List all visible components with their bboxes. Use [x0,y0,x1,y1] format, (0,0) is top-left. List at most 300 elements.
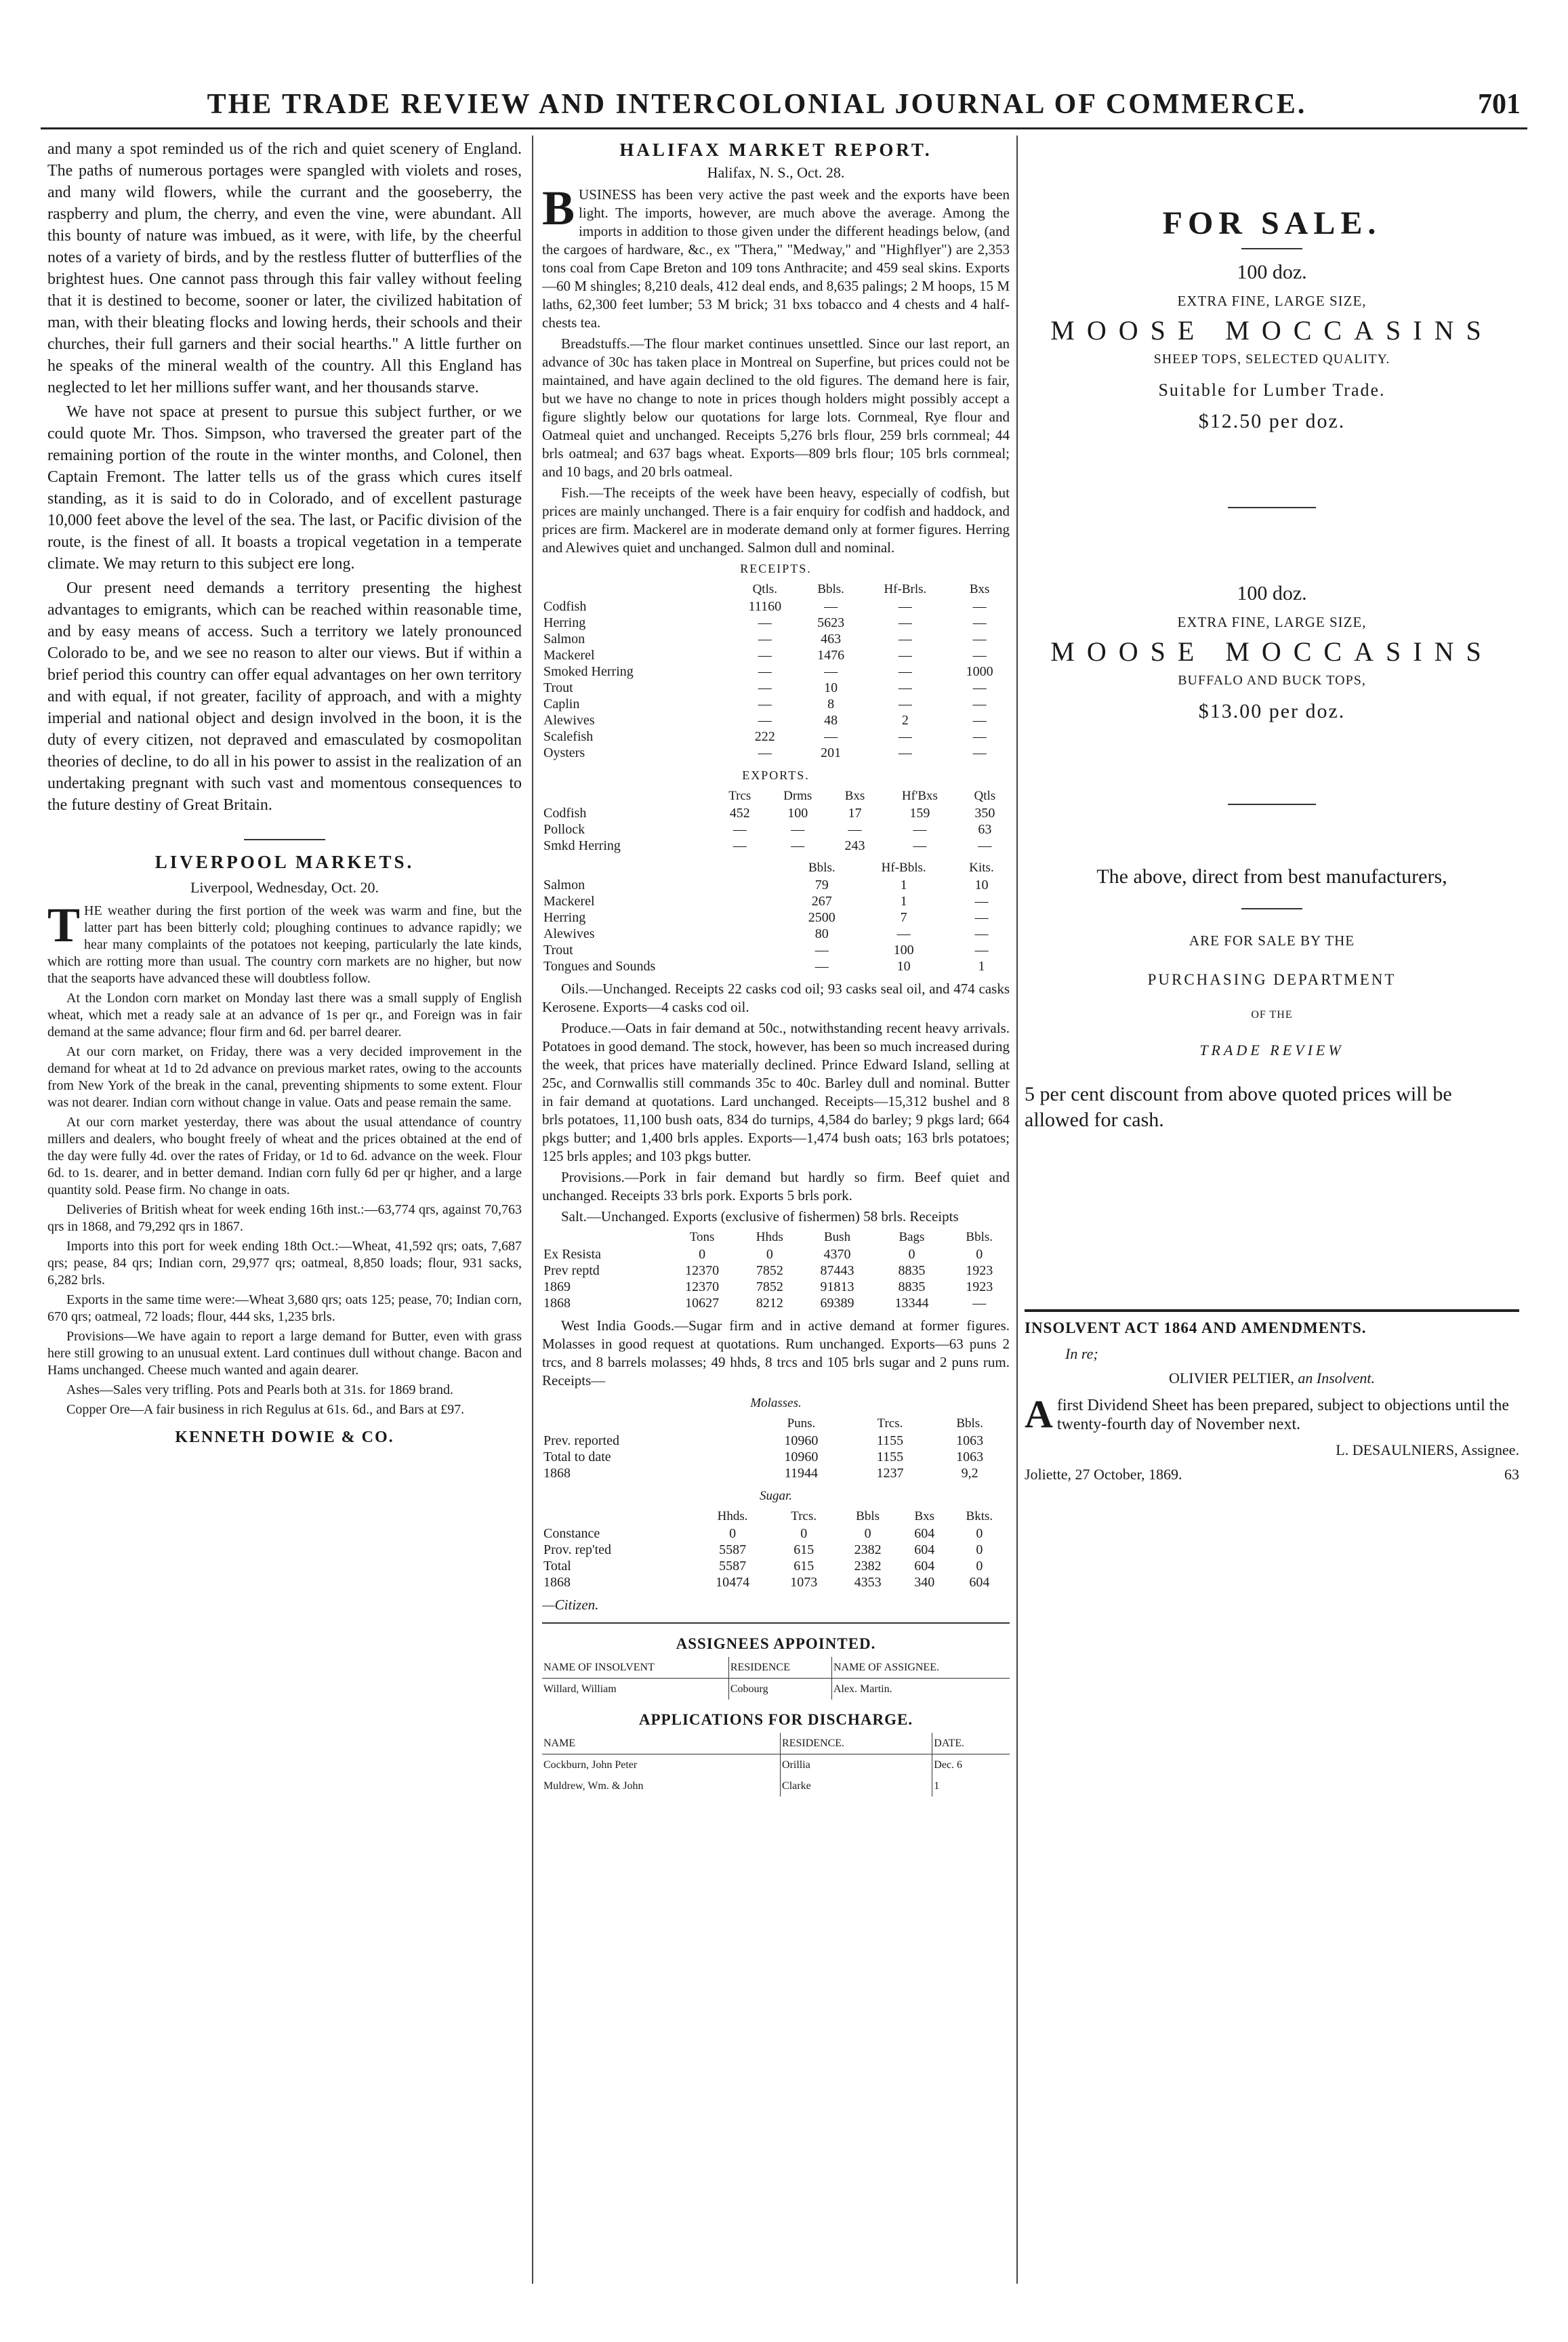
table-cell: 10627 [685,1296,720,1311]
liverpool-report [47,898,522,1418]
table-cell: 2500 [808,910,835,925]
table-header-cell [542,787,714,805]
table-cell: Alex. Martin. [833,1683,892,1695]
table-row [542,728,1010,745]
column-left [47,138,522,2280]
report-paragraph: Provisions.—Pork in fair demand but hardly so firm. Beef quiet and unchanged. Receipts 33 brls pork. Exports 5 brls pork. [542,1169,1010,1204]
table-cell: — [974,926,989,941]
lead-text: USINESS has been very active the past week and the exports have been light. The imports, however, are much above the average. Among the imports in addition to those given under the different headings below, (and the cargoes of hardware, &c., ex "Thera," "Medway," and "Highflyer") are 2,353 tons coal from Cape Breton and 109 tons Anthracite; and 459 seal skins. Exports—60 M shingles; 8,210 deals, 412 deal ends, and 8,635 palings; 2 M hoops, 15 M laths, 62,300 feet lumber; 53 M brick; 31 bxs tobacco and 4 chests and 4 half-chests tea. [542,186,1010,331]
table-cell: 0 [766,1247,773,1262]
report-paragraph: At our corn market, on Friday, there was a very decided improvement in the demand for wheat at 1d to 2d advance on previous market rates, owing to the accounts from New York of the break in the canal, preventing shipments to some extent. Flour was not dearer. Indian corn without change in value. Oats and pease remain the same. [47,1044,522,1110]
table-cell: 2382 [854,1542,882,1557]
table-cell: — [898,680,912,695]
table-cell: — [824,664,838,679]
table-cell: Cobourg [728,1679,831,1700]
insolvent-body-text: first Dividend Sheet has been prepared, subject to objections until the twenty-fourth day of November next. [1056,1397,1510,1433]
table-cell: — [898,697,912,712]
table-cell: Caplin [543,697,580,712]
report-paragraph: Oils.—Unchanged. Receipts 22 casks cod oil; 93 casks seal oil, and 474 casks Kerosene. Exports—4 casks cod oil. [542,981,1010,1015]
table-cell: — [898,729,912,744]
table-cell: — [758,713,772,728]
table-cell: — [974,894,989,909]
table-row [542,926,1010,942]
table-cell: 1 [934,1780,940,1792]
table-cell: — [898,599,912,614]
insolvent-place: Joliette, 27 October, 1869. [1025,1466,1182,1483]
table-header-cell: Bbls. [808,861,835,875]
table-row [542,1295,1010,1311]
table-header-cell: Drms [783,789,812,803]
insolvent-name [1025,1368,1519,1389]
table-header-cell [542,1508,693,1525]
table-row [542,1246,1010,1262]
table-cell: 463 [821,632,842,646]
table-cell: — [733,822,747,837]
table-cell: 604 [914,1559,935,1574]
table-header-cell: Trcs. [791,1509,817,1523]
table-row [542,1775,1010,1796]
table-cell: Smkd Herring [543,838,621,853]
section-rule [244,839,325,840]
drop-cap: T [47,898,81,952]
signature: KENNETH DOWIE & CO. [175,1429,394,1446]
table-cell: Herring [543,910,586,925]
table-cell: — [791,822,805,837]
table-cell: — [898,632,912,646]
journal-title: THE TRADE REVIEW AND INTERCOLONIAL JOURNAL OF COMMERCE. [207,89,1307,120]
drop-cap: A [1025,1392,1053,1436]
table-cell: 0 [976,1526,983,1541]
lead-text: HE weather during the first portion of the week was warm and fine, but the latter part has been bitterly cold; ploughing continues to advance rapidly; we hear many complaints of the potatoes not keeping, particularly the late kinds, which are rotting more than usual. The country corn markets are no higher, but now that the seaports have advanced these will doubtless follow. [47,903,522,986]
table-cell: 2 [901,713,909,728]
table-cell: 604 [969,1575,990,1590]
table-cell: 8 [827,697,835,712]
table-cell: Total [543,1559,571,1574]
table-cell: 1 [900,878,907,892]
table-cell: 7 [900,910,907,925]
table-cell: 69389 [820,1296,854,1311]
table-header-cell: NAME OF INSOLVENT [542,1657,728,1679]
table-cell: 452 [729,806,750,821]
table-header-cell: Puns. [787,1416,816,1431]
table-cell: — [972,648,987,663]
drop-cap: B [542,181,575,235]
fish-receipts-table [542,581,1010,761]
table-cell: 1155 [876,1433,904,1448]
table-cell: 0 [976,1542,983,1557]
table-header-cell: Bbls. [817,582,844,596]
table-header-cell [542,859,789,877]
ad1-product: MOOSE MOCCASINS [1050,315,1493,346]
table-cell: Cockburn, John Peter [542,1754,781,1776]
table-cell: 63 [978,822,992,837]
table-cell: Orillia [781,1754,932,1776]
table-cell: 9,2 [961,1466,978,1481]
table-row [542,958,1010,974]
table-header-cell: Hhds. [717,1509,748,1523]
table-header-row [542,1415,1010,1433]
ad-sale-by: ARE FOR SALE BY THE [1189,932,1355,949]
ad2-price: $13.00 per doz. [1198,700,1346,722]
table-cell: Mackerel [543,894,595,909]
table-header-cell: Qtls. [752,582,778,596]
report-paragraph: West India Goods.—Sugar firm and in active demand at former figures. Molasses in good request at quotations. Rum unchanged. Exports—63 puns 2 trcs, and 8 barrels molasses; 49 hhds, 8 trcs and 105 brls sugar and 2 puns rum. Receipts— [542,1317,1010,1389]
ad-of-the: OF THE [1251,1009,1293,1021]
table-cell: — [758,745,772,760]
table-cell: Constance [543,1526,600,1541]
table-header-cell [542,1229,665,1246]
table-header-cell: DATE. [932,1733,1010,1754]
table-cell: Tongues and Sounds [543,959,656,974]
table-cell: 17 [848,806,862,821]
table-cell: 7852 [756,1263,783,1278]
ad-rule [1241,248,1302,249]
table-header-cell: Hhds [756,1230,783,1244]
table-cell: — [913,838,927,853]
table-cell: 4370 [823,1247,851,1262]
table-cell: — [758,615,772,630]
table-cell: Alewives [543,713,595,728]
table-cell: 91813 [820,1279,854,1294]
report-paragraph: Exports in the same time were:—Wheat 3,680 qrs; oats 125; pease, 70; Indian corn, 670 qrs; oatmeal, 72 loads; flour, 444 sks, 1,235 brls. [47,1292,522,1324]
table-cell: 10960 [784,1450,819,1464]
table-header-cell: Bkts. [966,1509,993,1523]
table-cell: 340 [914,1575,935,1590]
table-cell: Willard, William [542,1679,728,1700]
column-right [1025,138,1519,2280]
table-cell: Smoked Herring [543,664,634,679]
report-paragraph: At the London corn market on Monday last there was a small supply of English wheat, which met a ready sale at an advance of 1s per qr., and Foreign was in fair demand at the same advance; flour firm and 6d. per barrel dearer. [47,991,522,1040]
table-cell: — [972,1296,987,1311]
table-cell: Prev. reported [543,1433,619,1448]
table-cell: 10 [896,959,911,974]
column-divider-2 [1016,136,1018,2284]
table-cell: — [824,599,838,614]
table-cell: — [758,664,772,679]
table-row [542,877,1010,893]
table-cell: Codfish [543,599,587,614]
assignees-table [542,1657,1010,1700]
table-header-cell: Qtls [974,789,996,803]
table-cell: — [898,615,912,630]
insolvent-name-text: OLIVIER PELTIER, [1168,1370,1294,1386]
table-cell: 80 [814,926,829,941]
table-cell: Prev reptd [543,1263,600,1278]
table-row [542,745,1010,761]
table-cell: 350 [974,806,995,821]
page-header [41,88,1527,129]
report-paragraph: Breadstuffs.—The flour market continues unsettled. Since our last report, an advance of 30c has taken place in Montreal on Superfine, but prices could not be maintained, and have again declined to the old figures. The demand here is fair, but we have no change to note in prices though holders might possibly accept a figure slightly below our quotations for large lots. Cornmeal, Rye flour and Oatmeal quiet and unchanged. Receipts 5,276 brls flour, 259 brls cornmeal; 44 brls oatmeal; and 637 bags wheat. Exports—809 brls flour; 105 brls cornmeal; and 10 bags, and 20 brls oatmeal. [542,335,1010,480]
table-cell: — [848,822,862,837]
ad2-description: EXTRA FINE, LARGE SIZE, [1177,614,1367,630]
receipts-caption: RECEIPTS. [740,562,812,575]
section-rule [542,1622,1010,1624]
insolvent-signature: L. DESAULNIERS, Assignee. [1336,1441,1519,1458]
table-header-row [542,1657,1010,1679]
table-header-cell: Bxs [914,1509,935,1523]
header-rule [41,127,1527,129]
table-cell: — [791,838,805,853]
insolvent-place-row [1025,1464,1519,1485]
table-header-row [542,1733,1010,1754]
table-cell: — [758,648,772,663]
halifax-dateline: Halifax, N. S., Oct. 28. [707,164,845,181]
table-cell: 1476 [817,648,845,663]
molasses-caption: Molasses. [750,1396,802,1410]
table-cell: 1063 [956,1433,984,1448]
table-row [542,1558,1010,1574]
table-row [542,942,1010,958]
liverpool-lead [47,898,522,987]
report-paragraph: Salt.—Unchanged. Exports (exclusive of fishermen) 58 brls. Receipts [561,1208,959,1225]
table-cell: 8835 [898,1279,926,1294]
table-header-cell: Hf-Brls. [884,582,927,596]
table-row [542,598,1010,615]
table-header-cell: Trcs. [877,1416,903,1431]
molasses-table [542,1415,1010,1481]
table-cell: 1063 [956,1450,984,1464]
table-cell: Salmon [543,632,585,646]
table-row [542,647,1010,663]
table-row [542,1433,1010,1449]
table-header-cell: Bush [824,1230,851,1244]
insolvent-heading: INSOLVENT ACT 1864 AND AMENDMENTS. [1025,1319,1367,1336]
table-cell: 10960 [784,1433,819,1448]
table-cell: — [913,822,927,837]
report-paragraph: Copper Ore—A fair business in rich Regulus at 61s. 6d., and Bars at £97. [66,1402,465,1417]
table-cell: 1868 [543,1466,571,1481]
table-cell: Scalefish [543,729,594,744]
salt-table [542,1229,1010,1311]
table-header-row [542,787,1010,805]
table-row [542,909,1010,926]
table-header-cell: Trcs [728,789,751,803]
table-header-cell [542,1415,752,1433]
table-row [542,615,1010,631]
table-cell: 267 [811,894,832,909]
report-paragraph: At our corn market yesterday, there was about the usual attendance of country millers and dealers, who bought freely of wheat and the prices obtained at the end of the day were fully 4d. over the rates of Friday, or 1d to 6d. advance on the week. Flour 6d. to 1s. dearer, and in better demand. Indian corn fully 6d per qr higher, and a large quantity sold. Pease firm. No change in oats. [47,1115,522,1197]
page-number: 701 [1478,89,1521,120]
table-cell: — [758,697,772,712]
table-cell: — [814,959,829,974]
table-cell: 2382 [854,1559,882,1574]
article-paragraph: and many a spot reminded us of the rich and quiet scenery of England. The paths of numerous portages were spangled with violets and roses, and many wild flowers, while the currant and the gooseberry, the raspberry and plum, the cherry, and even the vine, were abundant. All this bounty of nature was imbued, as it were, with life, by the cheerful notes of a variety of birds, and by the restless flutter of butterflies of the brightest hues. One cannot pass through this fair valley without feeling that it is destined to become, sooner or later, the civilized habitation of man, with their bleating flocks and lowing herds, their schools and their churches, their full garners and their social hearths." A little further on he speaks of the mineral wealth of the country. All this England has neglected to let her millions suffer want, and her thousands starve. [47,140,522,396]
table-cell: 1 [900,894,907,909]
table-cell: 10 [974,878,989,892]
table-row [542,1465,1010,1481]
ad-trade-review: TRADE REVIEW [1199,1042,1344,1059]
table-cell: Ex Resista [543,1247,601,1262]
article-paragraph: We have not space at present to pursue this subject further, or we could quote Mr. Thos. Simpson, who traversed the greater part of the remaining portion of the route in the winter months, and Colonel, then Captain Fremont. The latter tells us of the grass which cures itself standing, as it is said to do in Colorado, and of excellent pasturage 10,000 feet above the level of the sea. The last, or Pacific division of the route, is the finest of all. It boasts a tropical vegetation in a temperate climate. We may return to this subject ere long. [47,403,522,573]
table-header-cell: Bxs [969,582,990,596]
table-cell: 0 [800,1526,808,1541]
ad1-quantity: 100 doz. [1237,261,1307,283]
discharge-table [542,1733,1010,1796]
table-cell: 10 [824,680,838,695]
liverpool-heading: LIVERPOOL MARKETS. [154,852,415,872]
exports-caption: EXPORTS. [742,768,810,782]
table-header-cell: Bxs [844,789,865,803]
table-row [542,1542,1010,1558]
table-cell: 604 [914,1526,935,1541]
table-cell: 1868 [543,1296,571,1311]
table-cell: Salmon [543,878,585,892]
table-header-cell: NAME [542,1733,781,1754]
table-cell: — [758,680,772,695]
fish-exports-table [542,787,1010,854]
table-row [542,893,1010,909]
table-cell: — [972,632,987,646]
halifax-heading: HALIFAX MARKET REPORT. [619,140,932,160]
table-cell: 5587 [719,1559,747,1574]
sugar-caption: Sugar. [759,1489,793,1503]
insolvent-in-re: In re; [1065,1345,1098,1362]
article-paragraph: Our present need demands a territory presenting the highest advantages to emigrants, which can be reached within reasonable time, and by easy means of access. Such a territory we lately pronounced Colorado to be, and we see no reason to alter our views. But if within a brief period this country can offer equal advantages on her own territory and with equal, if not greater, facility of approach, and with a mighty imperial and national object and design involved in the boon, it is the duty of every citizen, not depraved and emasculated by cosmopolitan theories of decline, to do all in his power to assist in the realization of an undertaking pregnant with such vast and momentous consequences to the future destiny of Great Britain. [47,579,522,814]
table-cell: — [972,680,987,695]
table-row [542,663,1010,680]
table-cell: 1923 [966,1279,993,1294]
table-header-cell: Bbls. [966,1230,993,1244]
table-cell: Trout [543,680,573,695]
table-header-cell: Tons [689,1230,715,1244]
halifax-lead [542,181,1010,332]
table-cell: — [972,599,987,614]
table-cell: 159 [909,806,930,821]
fish-exports-bbls-table [542,859,1010,974]
sugar-table [542,1508,1010,1590]
table-cell: 1 [978,959,985,974]
table-cell: 0 [864,1526,871,1541]
table-header-cell: Bags [899,1230,925,1244]
table-cell: 11944 [784,1466,819,1481]
table-cell: 1923 [966,1263,993,1278]
table-header-cell: NAME OF ASSIGNEE. [831,1657,1010,1679]
table-header-cell [542,581,729,598]
assignees-heading: ASSIGNEES APPOINTED. [676,1635,876,1652]
table-header-row [542,1229,1010,1246]
ad2-tops: BUFFALO AND BUCK TOPS, [1178,673,1366,688]
table-cell: 12370 [685,1263,720,1278]
table-cell: 615 [793,1559,814,1574]
table-header-row [542,581,1010,598]
table-row [542,712,1010,728]
table-cell: — [758,632,772,646]
table-cell: 0 [699,1247,706,1262]
report-paragraph: Provisions—We have again to report a large demand for Butter, even with grass here still growing to an unusual extent. Lard continues dull without change. Bacon and Hams unchanged. Cheese much wanted and again dearer. [47,1329,522,1378]
table-cell: 1237 [876,1466,904,1481]
table-cell: — [972,729,987,744]
table-cell: 87443 [820,1263,854,1278]
citizen-credit: —Citizen. [542,1597,599,1613]
table-cell: — [824,729,838,744]
table-cell: — [972,745,987,760]
table-cell: 1073 [790,1575,818,1590]
report-paragraph: Fish.—The receipts of the week have been heavy, especially of codfish, but prices are mainly unchanged. There is a fair enquiry for codfish and haddock, and prices are firm. Mackerel are in moderate demand only at former figures. Herring and Alewives quiet and unchanged. Salmon dull and nominal. [542,485,1010,556]
ad2-quantity: 100 doz. [1237,582,1307,604]
table-cell: 222 [754,729,775,744]
table-cell: Alewives [543,926,595,941]
liverpool-dateline: Liverpool, Wednesday, Oct. 20. [190,879,379,896]
table-row [542,1279,1010,1295]
table-cell: 0 [976,1559,983,1574]
table-cell: Mackerel [543,648,595,663]
table-cell: Oysters [543,745,585,760]
ad1-price: $12.50 per doz. [1198,410,1346,432]
table-cell: 7852 [756,1279,783,1294]
table-cell: Pollock [543,822,585,837]
ad-separator [1228,804,1316,805]
table-cell: 10474 [716,1575,750,1590]
table-cell: 48 [824,713,838,728]
table-cell: — [972,615,987,630]
table-cell: 5587 [719,1542,747,1557]
ad-above-text: The above, direct from best manufacturers, [1096,865,1447,888]
table-cell: — [978,838,992,853]
table-cell: 8212 [756,1296,783,1311]
table-cell: — [974,943,989,958]
table-cell: Muldrew, Wm. & John [542,1775,781,1796]
table-cell: 0 [729,1526,737,1541]
table-row [542,821,1010,838]
report-paragraph: Deliveries of British wheat for week ending 16th inst.:—63,774 qrs, against 70,763 qrs in 1868, and 79,292 qrs in 1867. [47,1202,522,1234]
table-cell: 604 [914,1542,935,1557]
ad1-description: EXTRA FINE, LARGE SIZE, [1177,293,1367,309]
ad1-tops: SHEEP TOPS, SELECTED QUALITY. [1153,352,1390,367]
table-cell: 615 [793,1542,814,1557]
table-cell: — [898,648,912,663]
table-cell: 11160 [748,599,782,614]
table-header-cell: Bbls [856,1509,880,1523]
table-cell: 1868 [543,1575,571,1590]
table-cell: Dec. 6 [934,1759,963,1771]
table-cell: Trout [543,943,573,958]
table-cell: 100 [893,943,914,958]
table-cell: 1155 [876,1450,904,1464]
table-cell: 8835 [898,1263,926,1278]
table-row [542,1262,1010,1279]
table-row [542,631,1010,647]
table-header-cell: Bbls. [956,1416,983,1431]
table-cell: 1000 [966,664,993,679]
report-paragraph: Produce.—Oats in fair demand at 50c., notwithstanding recent heavy arrivals. Potatoes in good demand. The stock, however, has been so much increased during the week, that prices have materially declined. Prince Edward Island, selling at 25c, and Cornwallis still commands 35c to 40c. Barley dull and nominal. Butter in fair demand at quotations. Lard unchanged. Receipts—15,312 bushel and 8 brls potatoes, 11,100 bush oats, 834 do turnips, 4,584 do barley; 9 pkgs lard; 664 pkgs butter; and 1,400 brls apples. Exports—1,474 bush oats; 163 brls potatoes; 125 brls apples; and 103 pkgs butter. [542,1020,1010,1164]
table-cell: 1869 [543,1279,571,1294]
table-cell: — [972,697,987,712]
table-cell: Herring [543,615,586,630]
table-cell: 5623 [817,615,845,630]
ad1-note: Suitable for Lumber Trade. [1158,380,1386,400]
table-cell: 13344 [894,1296,929,1311]
table-header-cell: Kits. [969,861,994,875]
table-cell: — [814,943,829,958]
insolvent-rule [1025,1309,1519,1312]
table-row [542,1574,1010,1590]
insolvent-desc: an Insolvent. [1298,1370,1376,1386]
ad-purchasing: PURCHASING DEPARTMENT [1147,971,1397,988]
table-header-cell: Hf-Bbls. [881,861,926,875]
table-header-row [542,1508,1010,1525]
table-cell: — [898,664,912,679]
discharge-heading: APPLICATIONS FOR DISCHARGE. [638,1711,913,1728]
table-cell: 4353 [854,1575,882,1590]
table-header-cell: RESIDENCE [728,1657,831,1679]
column-middle [542,138,1010,2280]
report-paragraph: Ashes—Sales very trifling. Pots and Pearls both at 31s. for 1869 brand. [66,1382,454,1397]
table-header-cell: RESIDENCE. [781,1733,932,1754]
for-sale-heading: FOR SALE. [1162,205,1382,241]
table-cell: 12370 [685,1279,720,1294]
table-cell: Total to date [543,1450,611,1464]
insolvent-body [1025,1392,1519,1436]
